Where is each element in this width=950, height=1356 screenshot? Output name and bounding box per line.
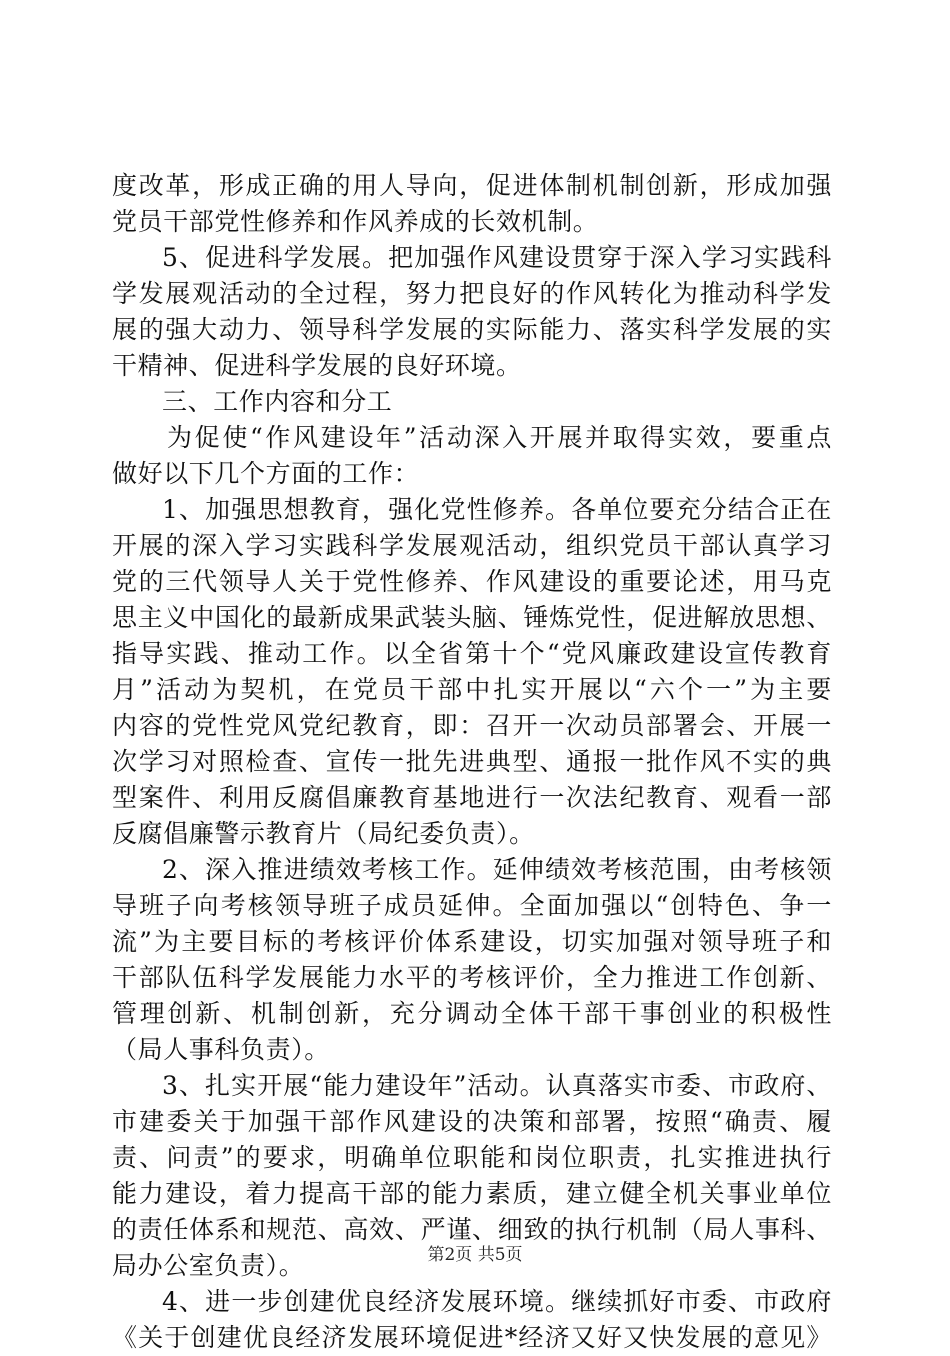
- text-line: 《关于创建优良经济发展环境促进*经济又好又快发展的意见》: [112, 1323, 832, 1352]
- text-line: 1、加强思想教育，强化党性修养。各单位要充分结合正在: [162, 495, 832, 524]
- text-line: 次学习对照检查、宣传一批先进典型、通报一批作风不实的典: [112, 747, 832, 776]
- text-line: 党的三代领导人关于党性修养、作风建设的重要论述，用马克: [112, 567, 832, 596]
- text-line: 流”为主要目标的考核评价体系建设，切实加强对领导班子和: [112, 927, 832, 956]
- text-line: 为促使“作风建设年”活动深入开展并取得实效，要重点: [167, 423, 832, 452]
- text-line: 党员干部党性修养和作风养成的长效机制。: [112, 207, 599, 236]
- text-line: 思主义中国化的最新成果武装头脑、锤炼党性，促进解放思想、: [112, 603, 832, 632]
- page-footer: 第2页 共5页: [427, 1245, 523, 1265]
- text-line: 做好以下几个方面的工作：: [112, 459, 420, 488]
- text-line: 开展的深入学习实践科学发展观活动，组织党员干部认真学习: [112, 531, 832, 560]
- text-line: 月”活动为契机，在党员干部中扎实开展以“六个一”为主要: [112, 675, 832, 704]
- text-line: （局人事科负责）。: [112, 1035, 330, 1064]
- text-line: 的责任体系和规范、高效、严谨、细致的执行机制（局人事科、: [112, 1215, 832, 1244]
- text-line: 3、扎实开展“能力建设年”活动。认真落实市委、市政府、: [162, 1071, 832, 1100]
- text-line: 三、工作内容和分工: [162, 387, 393, 416]
- text-line: 导班子向考核领导班子成员延伸。全面加强以“创特色、争一: [112, 891, 832, 920]
- text-line: 干精神、促进科学发展的良好环境。: [112, 351, 522, 380]
- text-line: 学发展观活动的全过程，努力把良好的作风转化为推动科学发: [112, 279, 832, 308]
- text-line: 干部队伍科学发展能力水平的考核评价，全力推进工作创新、: [112, 963, 832, 992]
- text-line: 责、问责”的要求，明确单位职能和岗位职责，扎实推进执行: [112, 1143, 832, 1172]
- text-line: 型案件、利用反腐倡廉教育基地进行一次法纪教育、观看一部: [112, 783, 832, 812]
- text-line: 市建委关于加强干部作风建设的决策和部署，按照“确责、履: [112, 1107, 832, 1136]
- text-line: 4、进一步创建优良经济发展环境。继续抓好市委、市政府: [162, 1287, 832, 1316]
- text-line: 度改革，形成正确的用人导向，促进体制机制创新，形成加强: [112, 171, 832, 200]
- text-line: 指导实践、推动工作。以全省第十个“党风廉政建设宣传教育: [112, 639, 832, 668]
- text-line: 能力建设，着力提高干部的能力素质，建立健全机关事业单位: [112, 1179, 832, 1208]
- text-line: 内容的党性党风党纪教育，即：召开一次动员部署会、开展一: [112, 711, 832, 740]
- text-line: 反腐倡廉警示教育片（局纪委负责）。: [112, 819, 535, 848]
- text-line: 局办公室负责）。: [112, 1251, 305, 1280]
- text-line: 展的强大动力、领导科学发展的实际能力、落实科学发展的实: [112, 315, 832, 344]
- text-line: 5、促进科学发展。把加强作风建设贯穿于深入学习实践科: [162, 243, 832, 272]
- text-line: 管理创新、机制创新，充分调动全体干部干事创业的积极性: [112, 999, 832, 1028]
- document-body: [112, 168, 832, 1356]
- text-line: 2、深入推进绩效考核工作。延伸绩效考核范围，由考核领: [162, 855, 832, 884]
